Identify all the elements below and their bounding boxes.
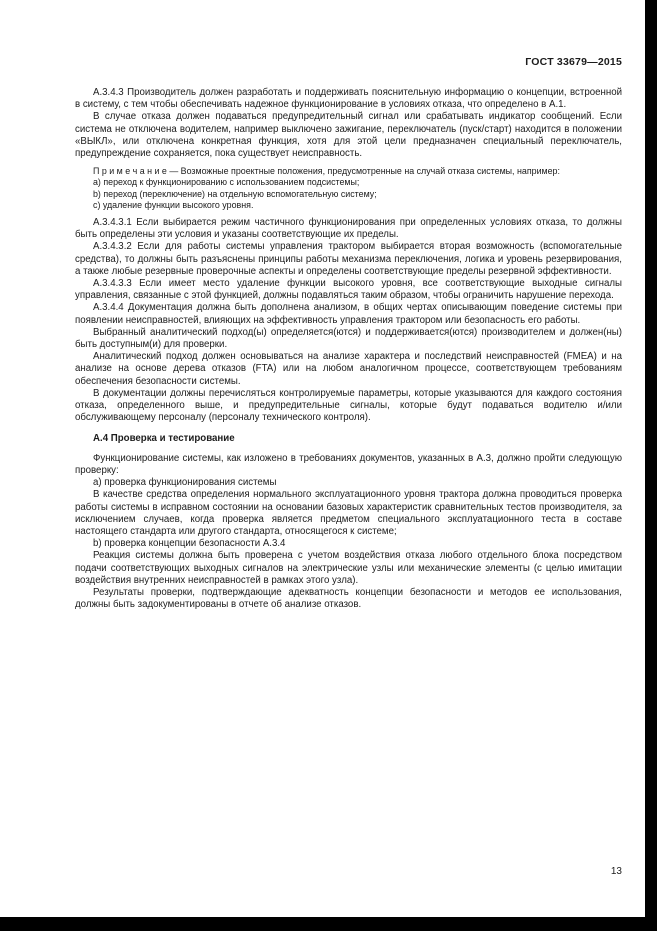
scan-edge-bottom — [0, 917, 657, 931]
paragraph-approach: Выбранный аналитический подход(ы) определяется(ются) и поддерживается(ются) производителем и должен(ны) быть доступным(и) для проверки. — [75, 326, 622, 351]
note-item-c: с) удаление функции высокого уровня. — [93, 199, 254, 210]
list-item-b: b) проверка концепции безопасности А.3.4 — [93, 538, 286, 550]
paragraph-a3431: А.3.4.3.1 Если выбирается режим частичного функционирования при определенных условиях отказа, то должны быть определены эти условия и указаны соответствующие их пределы. — [75, 217, 622, 241]
page-number: 13 — [610, 866, 622, 877]
paragraph-verification-intro: Функционирование системы, как изложено в требованиях документов, указанных в А.3, должно пройти следующую проверку: — [75, 452, 622, 476]
paragraph-a344: А.3.4.4 Документация должна быть дополнена анализом, в общих чертах описывающим поведение системы при появлении неисправностей, влияющих на эффективность управления трактором или безопасность его работы. — [75, 302, 622, 326]
paragraph-fmea-fta: Аналитический подход должен основываться на анализе характера и последствий неисправностей (FMEA) и на анализе на основе дерева отказов (FTA) или на любом аналогичном процессе, соответствующем требованиям обеспечения безопасности системы. — [75, 351, 622, 387]
paragraph-a343: А.3.4.3 Производитель должен разработать и поддерживать пояснительную информацию о концепции, встроенной в систему, с тем чтобы обеспечивать надежное функционирование в условиях отказа, что определено в А.1. — [75, 87, 622, 111]
section-heading-a4: А.4 Проверка и тестирование — [93, 433, 235, 445]
scan-edge-right — [645, 0, 657, 931]
paragraph-a3433: А.3.4.3.3 Если имеет место удаление функции высокого уровня, все соответствующие выходные сигналы управления, связанные с этой функцией, должны подавляться таким образом, чтобы ограничить нарушение перехода. — [75, 278, 622, 302]
paragraph-parameters: В документации должны перечисляться контролируемые параметры, которые указываются для каждого состояния отказа, определенного выше, и предупредительные сигналы, которые будут подаваться водителю и/или обслуживающему персоналу (персоналу технического контроля). — [75, 387, 622, 424]
note-item-b: b) переход (переключение) на отдельную вспомогательную систему; — [93, 188, 377, 199]
list-item-a: а) проверка функционирования системы — [93, 477, 277, 489]
paragraph-failure-signal: В случае отказа должен подаваться предупредительный сигнал или срабатывать индикатор сообщений. Если система не отключена водителем, например выключено зажигание, переключатель (пуск/старт) находится в положении «ВЫКЛ», или отключена конкретная функция, хотя для этой цели предназначен специальный переключатель, предупреждение сохраняется, пока существует неисправность. — [75, 111, 622, 160]
paragraph-normal-level: В качестве средства определения нормального эксплуатационного уровня трактора должна проводиться проверка работы системы в исправном состоянии на основании базовых характеристик сравнительных тестов производителя, за исключением случаев, когда проверка является предметом специального эксплуатационного теста в составе настоящего стандарта или другого стандарта, относящегося к системе; — [75, 489, 622, 537]
note-intro: П р и м е ч а н и е — Возможные проектные положения, предусмотренные на случай отказа системы, например: — [93, 166, 560, 177]
paragraph-results: Результаты проверки, подтверждающие адекватность концепции безопасности и методов ее использования, должны быть задокументированы в отчете об анализе отказов. — [75, 586, 622, 611]
document-body — [75, 87, 622, 611]
note-item-a: а) переход к функционированию с использованием подсистемы; — [93, 177, 360, 188]
paragraph-reaction: Реакция системы должна быть проверена с учетом воздействия отказа любого отдельного блока посредством подачи соответствующих выходных сигналов на электрические узлы или механические элементы (с целью имитации воздействия внутренних неисправностей в рамках этого узла). — [75, 550, 622, 586]
paragraph-a3432: А.3.4.3.2 Если для работы системы управления трактором выбирается вторая возможность (вспомогательные средства), то должны быть разъяснены принципы работы механизма переключения, логика и уровень резервирования, а также любые резервные проверочные аспекты и определены соответствующие пределы резервной эффективности. — [75, 241, 622, 277]
doc-number: ГОСТ 33679—2015 — [525, 56, 622, 68]
